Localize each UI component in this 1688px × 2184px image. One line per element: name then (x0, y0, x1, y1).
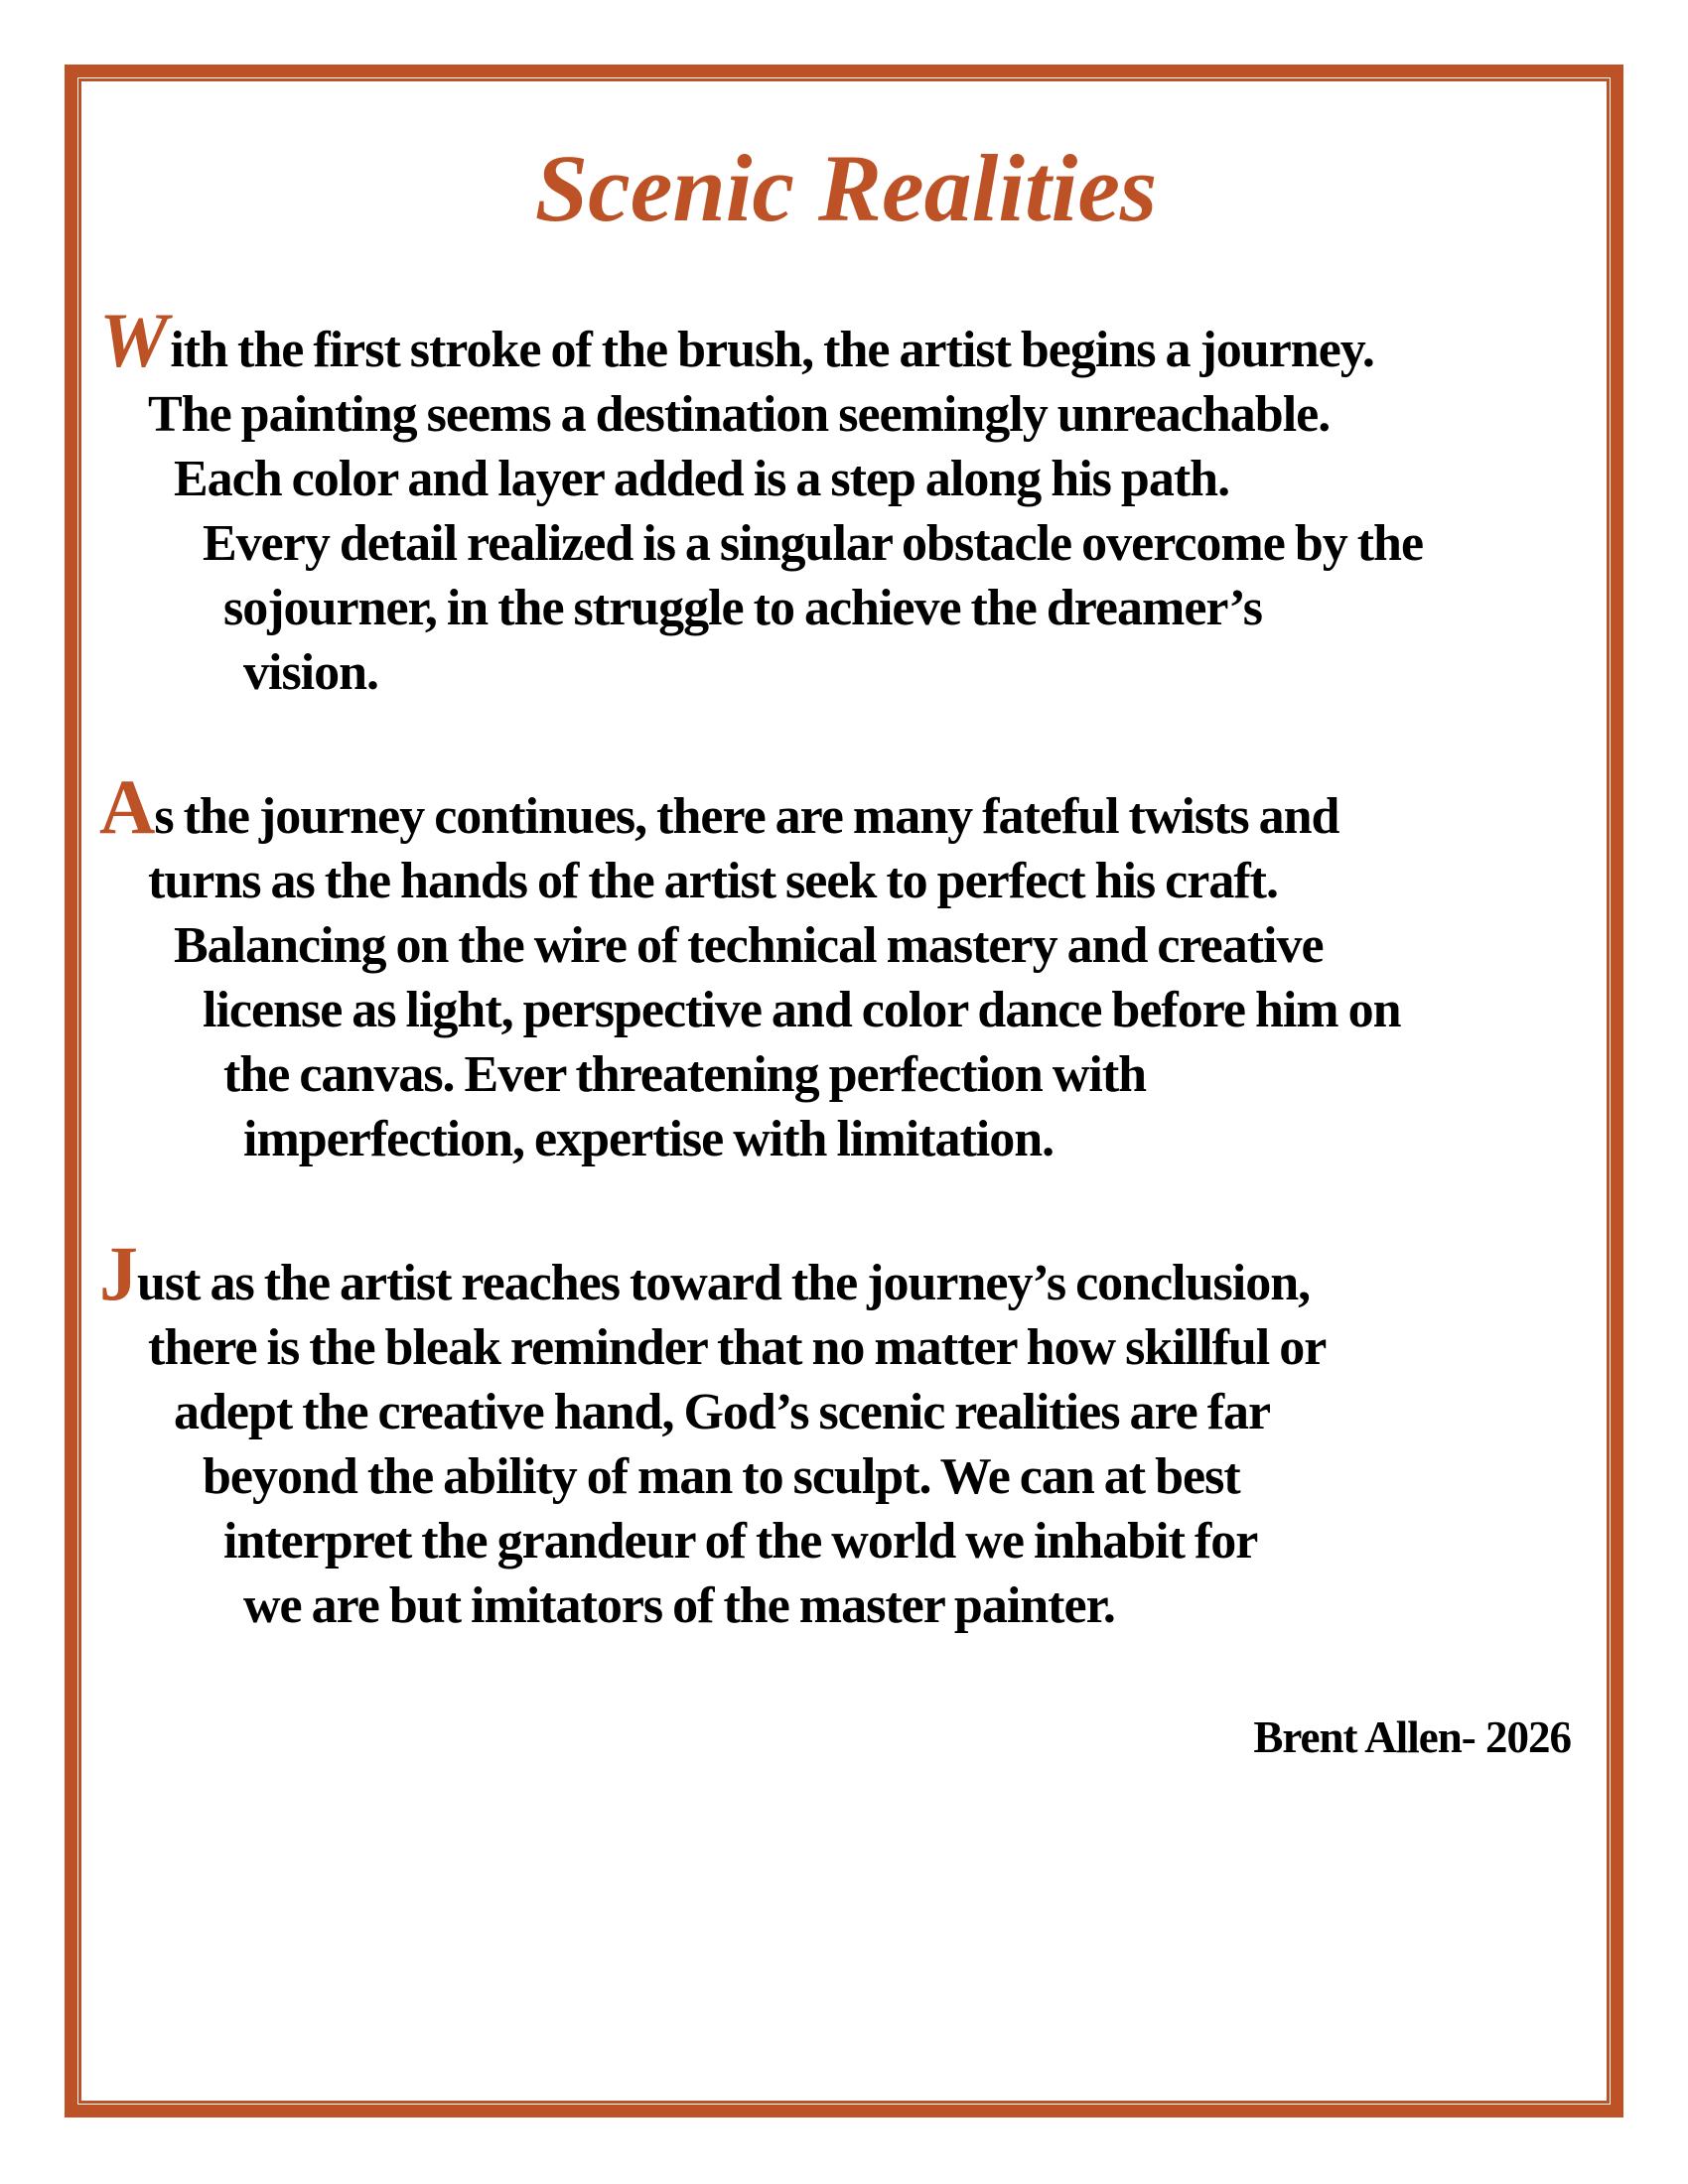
text-line: there is the bleak reminder that no matter how skillful or (148, 1319, 1327, 1376)
author-signature: Brent Allen- 2026 (1253, 1712, 1571, 1762)
text-line: sojourner, in the struggle to achieve the dreamer’s (223, 580, 1263, 636)
text-line: turns as the hands of the artist seek to perfect his craft. (148, 853, 1278, 909)
body-text (99, 297, 1593, 1765)
text-line: we are but imitators of the master painter. (243, 1577, 1115, 1634)
page-border-inner (78, 78, 1610, 2104)
text-line (99, 297, 1593, 383)
text-line: adept the creative hand, God’s scenic realities are far (174, 1384, 1271, 1440)
page-border-outer (65, 65, 1623, 2117)
text-line: Every detail realized is a singular obstacle overcome by the (203, 515, 1424, 572)
text-line: vision. (243, 644, 379, 701)
text-line: imperfection, expertise with limitation. (243, 1111, 1055, 1167)
text-line-rest: s the journey continues, there are many fateful twists and (154, 788, 1339, 845)
text-line: license as light, perspective and color dance before him on (203, 982, 1401, 1038)
dropcap-j: J (99, 1230, 137, 1316)
text-line: Balancing on the wire of technical mastery and creative (174, 917, 1324, 974)
text-line (99, 763, 1593, 850)
text-line: The painting seems a destination seemingly unreachable. (148, 386, 1331, 443)
text-line-rest: ith the first stroke of the brush, the artist begins a journey. (170, 322, 1374, 378)
text-line (99, 1230, 1593, 1316)
page-content (81, 81, 1607, 2101)
dropcap-w: W (99, 297, 168, 383)
dropcap-a: A (99, 763, 155, 850)
page-title: Scenic Realities (534, 135, 1158, 241)
paragraph-1 (99, 297, 1593, 705)
paragraph-2 (99, 763, 1593, 1171)
text-line: interpret the grandeur of the world we inhabit for (223, 1513, 1258, 1570)
text-line: the canvas. Ever threatening perfection with (223, 1046, 1147, 1103)
text-line-rest: ust as the artist reaches toward the journey’s conclusion, (137, 1255, 1311, 1311)
paragraph-3 (99, 1230, 1593, 1638)
text-line: beyond the ability of man to sculpt. We can at best (203, 1448, 1240, 1505)
text-line: Each color and layer added is a step along his path. (174, 451, 1230, 507)
